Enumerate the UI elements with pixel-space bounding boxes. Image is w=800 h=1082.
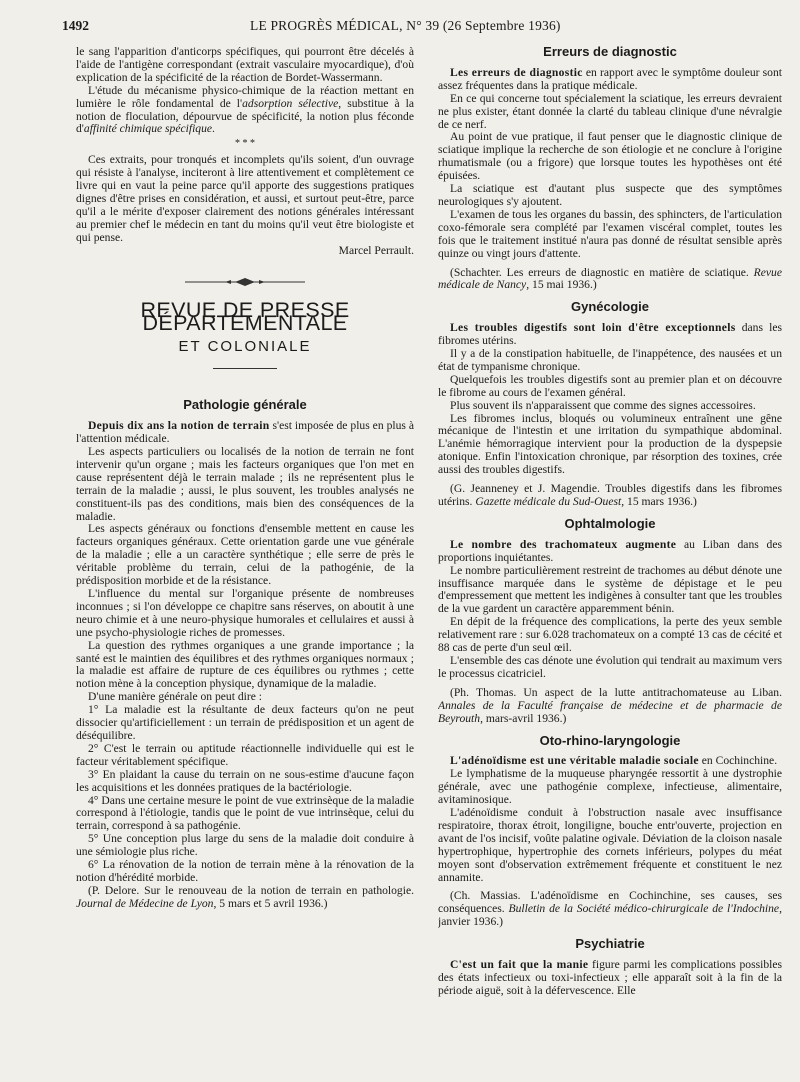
body-paragraph: 2° C'est le terrain ou aptitude réactionnelle individuelle qui est le facteur véritablement spécifique. [76,741,414,768]
lead-paragraph: C'est un fait que la manie figure parmi les complications possibles des états infectieux ou toxi-infectieux ; elle apparaît soit à la fin de la période aiguë, soit à la défervescence. Elle [438,958,782,997]
citation: (P. Delore. Sur le renouveau de la notion de terrain en pathologie. Journal de Médecine de Lyon, 5 mars et 5 avril 1936.) [76,883,414,910]
citation: (Ph. Thomas. Un aspect de la lutte antitrachomateuse au Liban. Annales de la Faculté française de médecine et de pharmacie de Beyrouth, mars-avril 1936.) [438,685,782,725]
body-paragraph: 6° La rénovation de la notion de terrain mène à la rénovation de la notion d'hérédité morbide. [76,858,414,884]
right-column [438,46,782,1076]
citation: (Schachter. Les erreurs de diagnostic en matière de sciatique. Revue médicale de Nancy, 15 mai 1936.) [438,265,782,292]
section-body [76,446,414,885]
section-title: Erreurs de diagnostic [543,46,677,59]
body-paragraph: Ces extraits, pour tronqués et incomplets qu'ils soient, d'un ouvrage qui résiste à l'analyse, inciteront à lire attentivement et complètement ce livre qui en vaut la peine parce qu'il apporte des suggestions pratiques dignes d'être prises en considération, et aussi, et surtout peut-être, parce qu'il a le mérite d'exposer clairement des notions générales intéressant au premier chef le médecin en tant du moins qu'il veut être biologiste et qui pense. [76,153,414,244]
revue-subtitle: ET COLONIALE [178,338,312,356]
body-paragraph: La question des rythmes organiques a une grande importance ; la santé est le maintien des équilibres et des rythmes organiques normaux ; la maladie est affaire de rupture de ces équilibres ou rythmes ; cette notion mène à la conception physique, dynamique de la maladie. [76,638,414,691]
body-paragraph: Les fibromes inclus, bloqués ou volumineux entraînent une gêne mécanique de l'intestin et une irritation du sympathique abdominal. L'anémie hémorragique intervient pour la production de la dyspepsie atonique. Enfin l'intoxication chronique, par résorption des toxines, crée aussi des troubles digestifs. [438,411,782,477]
divider-rule [213,368,277,369]
section-title: Ophtalmologie [564,515,656,531]
body-paragraph: En dépit de la fréquence des complications, la perte des yeux semble relativement rare : sur 6.028 trachomateux on a compté 13 cas de cécité et 88 cas de perte d'un seul œil. [438,615,782,655]
revue-title: REVUE DE PRESSE DÉPARTEMENTALE [140,297,350,335]
citation: (Ch. Massias. L'adénoïdisme en Cochinchine, ses causes, ses conséquences. Bulletin de la Société médico-chirurgicale de l'Indochine, janvier 1936.) [438,889,782,929]
section-title: Oto-rhino-laryngologie [539,732,681,748]
lead-paragraph: Depuis dix ans la notion de terrain s'est imposée de plus en plus à l'attention médicale. [76,419,414,446]
body-paragraph: La sciatique est d'autant plus suspecte que des symptômes neurologiques s'y ajoutent. [438,182,782,208]
asterism: * * * [235,138,255,150]
lead-paragraph: L'adénoïdisme est une véritable maladie sociale en Cochinchine. [450,754,778,768]
body-paragraph: Le lymphatisme de la muqueuse pharyngée ressortit à une dystrophie générale, avec une pathogénie complexe, infectieuse, alimentaire, avitaminosique. [438,767,782,807]
author-signature: Marcel Perrault. [338,243,414,257]
section-title: Psychiatrie [575,936,645,952]
lead-paragraph: Les erreurs de diagnostic en rapport avec le symptôme douleur sont assez fréquentes dans la pratique médicale. [438,65,782,92]
lead-paragraph: Les troubles digestifs sont loin d'être exceptionnels dans les fibromes utérins. [438,321,782,348]
section-title: Gynécologie [570,299,650,315]
ornament-divider [185,276,305,288]
body-paragraph: L'influence du mental sur l'organique présente de nombreuses inconnues ; si l'on développe ce chapitre sans réserves, on aboutit à une neuro chimie et à une neuro-physique humorales et cellulaires et aussi à une psycho-physiologie riches de promesses. [76,587,414,639]
body-paragraph: En ce qui concerne tout spécialement la sciatique, les erreurs devraient ne plus exister, étant donnée la clarté du tableau clinique d'une névralgie de ce nerf. [438,91,782,131]
body-paragraph: 5° Une conception plus large du sens de la maladie doit conduire à une sémiologie plus riche. [76,832,414,859]
section-title: Pathologie générale [183,397,307,413]
body-paragraph: L'étude du mécanisme physico-chimique de la réaction mettant en lumière le rôle fondamental de l'adsorption sélective, substitue à la notion de floculation, dépourvue de spécificité, la notion plus féconde d'affinité chimique spécifique. [76,83,414,136]
body-paragraph: D'une manière générale on peut dire : [88,690,262,704]
citation: (G. Jeanneney et J. Magendie. Troubles digestifs dans les fibromes utérins. Gazette médicale du Sud-Ouest, 15 mars 1936.) [438,482,782,508]
body-paragraph: L'examen de tous les organes du bassin, des sphincters, de l'articulation coxo-fémorale sera complété par l'examen viscéral complet, toutes les fois que le traitement institué n'aura pas donné de résultat sensible après quinze ou vingt jours d'attente. [438,207,782,260]
body-paragraph: 4° Dans une certaine mesure le point de vue extrinsèque de la maladie correspond à l'étiologie, tandis que le point de vue intrinsèque, celui du terrain, correspond à sa pathogénie. [76,793,414,833]
body-paragraph: 1° La maladie est la résultante de deux facteurs qu'on ne peut dissocier qu'artificiellement : un terrain de prédisposition et un agent de déséquilibre. [76,703,414,742]
body-paragraph: le sang l'apparition d'anticorps spécifiques, qui pourront être décelés à l'aide de l'antigène correspondant (extrait vasculaire myocardique), d'où explication de la spécificité de la réaction de Bordet-Wassermann. [76,46,414,84]
body-paragraph: Il y a de la constipation habituelle, de l'inappétence, des nausées et un état de tympanisme chronique. [438,347,782,373]
lead-paragraph: Le nombre des trachomateux augmente au Liban dans des proportions inquiétantes. [438,537,782,564]
body-paragraph: L'ensemble des cas dénote une évolution qui tendrait au maximum vers le processus cicatriciel. [438,653,782,680]
body-paragraph: Les aspects particuliers ou localisés de la notion de terrain ne font intervenir qu'un organe ; mais les facteurs organiques que l'on met en cause représentent déjà le terrain malade ; ils ne représentent plus le terrain de la maladie ; aussi, le plus souvent, les troubles analysés ne constituent-ils pas des conditions, mais bien des conséquences de la maladie. [76,445,414,523]
page-number: 1492 [62,18,89,33]
body-paragraph: Plus souvent ils n'apparaissent que comme des signes accessoires. [450,398,756,412]
body-paragraph: Au point de vue pratique, il faut penser que le diagnostic clinique de sciatique implique la recherche de son étiologie et ne conclure à l'origine rhumatismale (ou a frigore) que lorsque toutes les hypothèses ont été épuisées. [438,130,782,183]
page-header [0,8,800,42]
body-paragraph: 3° En plaidant la cause du terrain on ne sous-estime d'aucune façon les acquisitions et les données pratiques de la bactériologie. [76,767,414,794]
body-paragraph: Le nombre particulièrement restreint de trachomes au début dénote une insuffisance marquée dans le système de dépistage et le peu d'empressement que mettent les indigènes à consulter tant que les troubles de la vue gardent un caractère apparemment bénin. [438,563,782,616]
running-title: LE PROGRÈS MÉDICAL, N° 39 (26 Septembre 1936) [250,18,561,33]
body-paragraph: Les aspects généraux ou fonctions d'ensemble mettent en cause les facteurs organiques généraux. Cette orientation garde une vue générale de la maladie ; elle a un caractère synthétique ; elle serre de près le véritable problème du terrain, celui de la pathogénie, de la prédisposition morbide et de la résistance. [76,522,414,588]
body-paragraph: Quelquefois les troubles digestifs sont au premier plan et on découvre le fibrome au cours de l'examen général. [438,372,782,399]
left-column [76,46,414,1076]
body-paragraph: L'adénoïdisme conduit à l'obstruction nasale avec insuffisance respiratoire, thorax étroit, longiligne, bouche entr'ouverte, projection en avant de l'os incisif, voûte palatine ogivale. Déviation de la cloison nasale hypertrophique, hypertrophie des cornets inférieurs, polypes du méat moyen sont d'observation extrêmement fréquente et constituent le nez annamite. [438,806,782,884]
